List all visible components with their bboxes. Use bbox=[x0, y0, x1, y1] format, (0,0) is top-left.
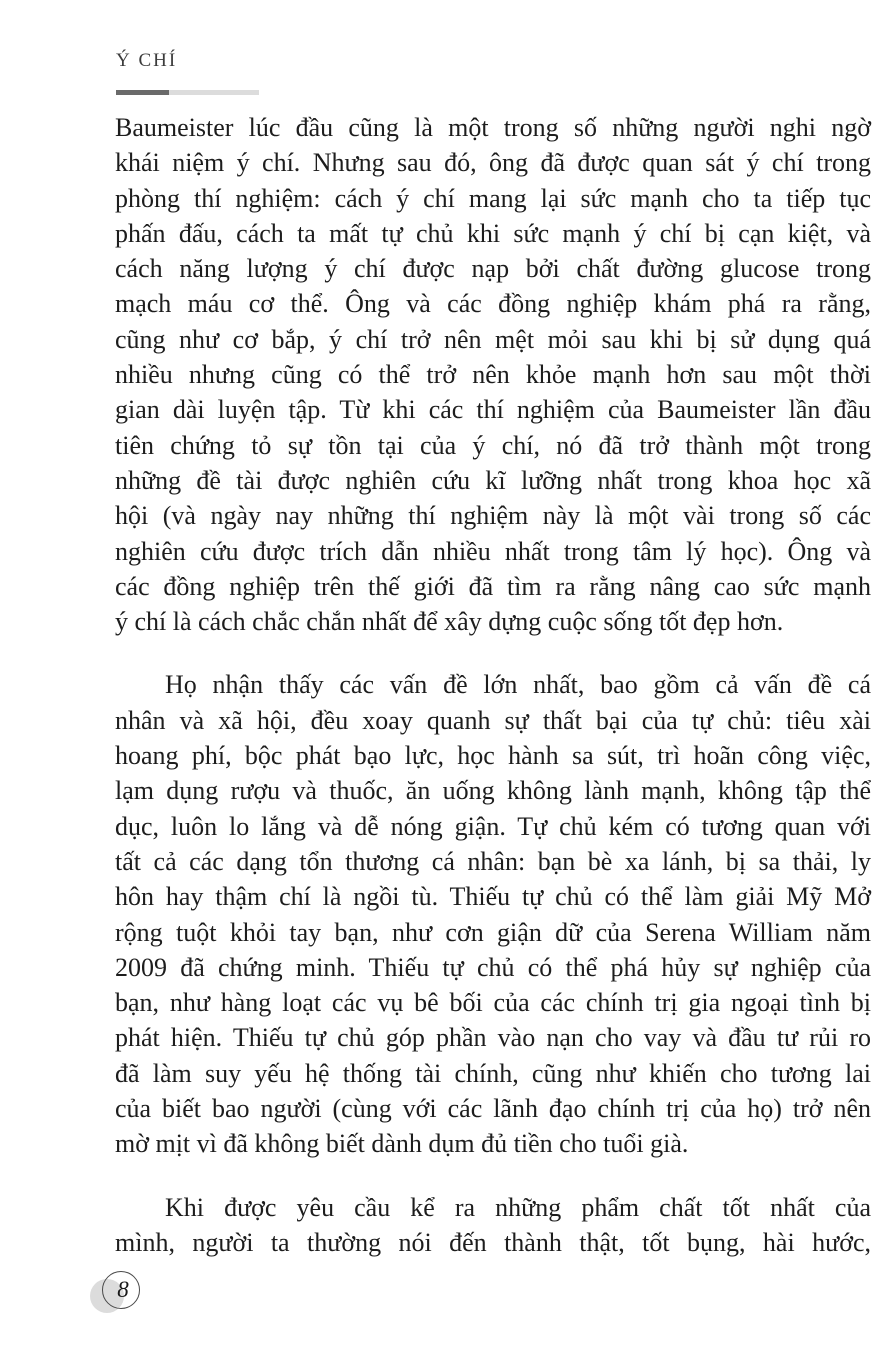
text-line: các đồng nghiệp trên thế giới đã tìm ra rằng nâng cao sức mạnh bbox=[115, 571, 871, 601]
text-line: lạm dụng rượu và thuốc, ăn uống không lành mạnh, không tập thể bbox=[115, 776, 871, 806]
chapter-title: Ý CHÍ bbox=[116, 50, 178, 71]
divider-dark-segment bbox=[116, 90, 169, 95]
page-number: 8 bbox=[117, 1277, 129, 1302]
text-line: Khi được yêu cầu kể ra những phẩm chất tốt nhất của bbox=[165, 1192, 871, 1222]
text-line: rộng tuột khỏi tay bạn, như cơn giận dữ của Serena William năm bbox=[115, 917, 871, 947]
text-line: bạn, như hàng loạt các vụ bê bối của các chính trị gia ngoại tình bị bbox=[115, 988, 871, 1018]
text-line: những đề tài được nghiên cứu kĩ lưỡng nhất trong khoa học xã bbox=[115, 465, 871, 495]
text-line: đã làm suy yếu hệ thống tài chính, cũng như khiến cho tương lai bbox=[115, 1058, 871, 1088]
text-line: ý chí là cách chắc chắn nhất để xây dựng cuộc sống tốt đẹp hơn. bbox=[115, 607, 784, 637]
text-line: mạch máu cơ thể. Ông và các đồng nghiệp khám phá ra rằng, bbox=[115, 289, 871, 319]
text-line: gian dài luyện tập. Từ khi các thí nghiệm của Baumeister lần đầu bbox=[115, 395, 871, 425]
text-line: hội (và ngày nay những thí nghiệm này là một vài trong số các bbox=[115, 501, 871, 531]
page-number-badge bbox=[102, 1271, 140, 1309]
text-line: mình, người ta thường nói đến thành thật, tốt bụng, hài hước, bbox=[115, 1227, 871, 1257]
text-line: Baumeister lúc đầu cũng là một trong số những người nghi ngờ bbox=[115, 113, 871, 142]
text-line: nhiều nhưng cũng có thể trở nên khỏe mạnh hơn sau một thời bbox=[115, 360, 871, 390]
text-line: nghiên cứu được trích dẫn nhiều nhất trong tâm lý học). Ông và bbox=[115, 536, 871, 566]
text-line: phòng thí nghiệm: cách ý chí mang lại sức mạnh cho ta tiếp tục bbox=[115, 183, 871, 213]
text-line: 2009 đã chứng minh. Thiếu tự chủ có thể phá hủy sự nghiệp của bbox=[115, 952, 871, 982]
text-line: tiên chứng tỏ sự tồn tại của ý chí, nó đã trở thành một trong bbox=[115, 430, 871, 460]
text-line: cách năng lượng ý chí được nạp bởi chất đường glucose trong bbox=[115, 254, 871, 284]
divider-light-segment bbox=[169, 90, 259, 95]
text-line: Họ nhận thấy các vấn đề lớn nhất, bao gồm cả vấn đề cá bbox=[165, 670, 871, 700]
title-divider-bar bbox=[116, 90, 259, 95]
text-line: của biết bao người (cùng với các lãnh đạo chính trị của họ) trở nên bbox=[115, 1094, 871, 1124]
text-line: mờ mịt vì đã không biết dành dụm đủ tiền cho tuổi già. bbox=[115, 1129, 689, 1159]
text-line: phát hiện. Thiếu tự chủ góp phần vào nạn cho vay và đầu tư rủi ro bbox=[115, 1023, 871, 1053]
text-line: hoang phí, bộc phát bạo lực, học hành sa sút, trì hoãn công việc, bbox=[115, 741, 871, 771]
text-line: khái niệm ý chí. Nhưng sau đó, ông đã được quan sát ý chí trong bbox=[115, 148, 871, 178]
text-line: dục, luôn lo lắng và dễ nóng giận. Tự chủ kém có tương quan với bbox=[115, 811, 871, 841]
text-line: cũng như cơ bắp, ý chí trở nên mệt mỏi sau khi bị sử dụng quá bbox=[115, 324, 871, 354]
paragraph bbox=[115, 110, 871, 639]
paragraph bbox=[115, 667, 871, 1161]
text-block bbox=[115, 110, 871, 1260]
text-line: phấn đấu, cách ta mất tự chủ khi sức mạnh ý chí bị cạn kiệt, và bbox=[115, 218, 871, 248]
text-line: hôn hay thậm chí là ngồi tù. Thiếu tự chủ có thể làm giải Mỹ Mở bbox=[115, 882, 871, 912]
text-line: nhân và xã hội, đều xoay quanh sự thất bại của tự chủ: tiêu xài bbox=[115, 705, 871, 735]
text-line: tất cả các dạng tổn thương cá nhân: bạn bè xa lánh, bị sa thải, ly bbox=[115, 846, 871, 876]
paragraph bbox=[115, 1190, 871, 1261]
